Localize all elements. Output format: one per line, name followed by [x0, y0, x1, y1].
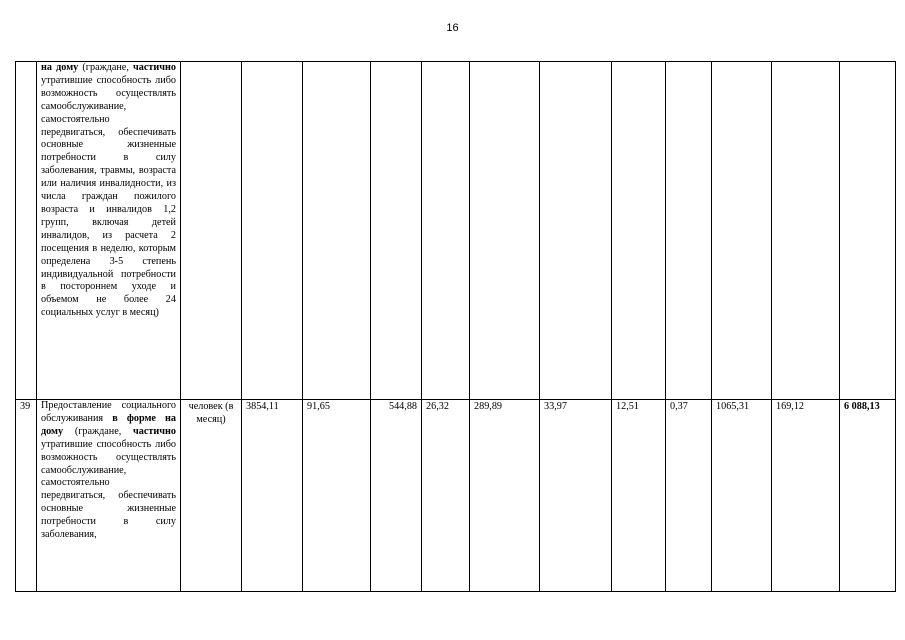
row-number-cell [16, 62, 37, 400]
value-cell [371, 62, 422, 400]
value-cell [772, 62, 840, 400]
value-cell [303, 62, 371, 400]
unit-cell [181, 62, 242, 400]
value-cell: 26,32 [422, 400, 470, 592]
value-cell [666, 62, 712, 400]
value-cell [422, 62, 470, 400]
description-text: Предоставление социального обслуживания [41, 400, 176, 424]
description-text: (граждане, [63, 425, 134, 437]
value-cell: 1065,31 [712, 400, 772, 592]
description-text: частично [133, 425, 176, 437]
value-cell: 169,12 [772, 400, 840, 592]
value-cell: 12,51 [612, 400, 666, 592]
value-cell [470, 62, 540, 400]
table-row [16, 400, 896, 592]
total-cell [840, 62, 896, 400]
value-cell: 91,65 [303, 400, 371, 592]
description-text: на дому [41, 62, 79, 73]
value-cell: 33,97 [540, 400, 612, 592]
description-text: утратившие способность либо возможность осуществлять самообслуживание, самостоятельно передвигаться, обеспечивать основные жизненные потребности в силу заболевания, травмы, возраста или наличия инвалидности, из числа граждан пожилого возраста и инвалидов 1,2 групп, включая детей инвалидов, из расчета 2 посещения в неделю, которым определена 3-5 степень индивидуальной потребности в постороннем уходе и объемом не более 24 социальных услуг в месяц) [41, 74, 176, 319]
service-description-cell [37, 400, 181, 592]
value-cell: 3854,11 [242, 400, 303, 592]
description-text: (граждане, [78, 62, 134, 73]
description-text: в форме на дому [41, 412, 176, 437]
value-cell [612, 62, 666, 400]
unit-cell: человек (в месяц) [181, 400, 242, 592]
value-cell: 544,88 [371, 400, 422, 592]
value-cell [242, 62, 303, 400]
total-cell: 6 088,13 [840, 400, 896, 592]
tariff-table [15, 61, 896, 592]
value-cell [712, 62, 772, 400]
table-row [16, 62, 896, 400]
service-description-cell [37, 62, 181, 400]
row-number-cell: 39 [16, 400, 37, 592]
value-cell: 0,37 [666, 400, 712, 592]
description-text: утратившие способность либо возможность осуществлять самообслуживание, самостоятельно передвигаться, обеспечивать основные жизненные потребности в силу заболевания, [41, 438, 176, 541]
page-number: 16 [446, 22, 459, 34]
value-cell: 289,89 [470, 400, 540, 592]
value-cell [540, 62, 612, 400]
description-text: частично [133, 62, 176, 73]
